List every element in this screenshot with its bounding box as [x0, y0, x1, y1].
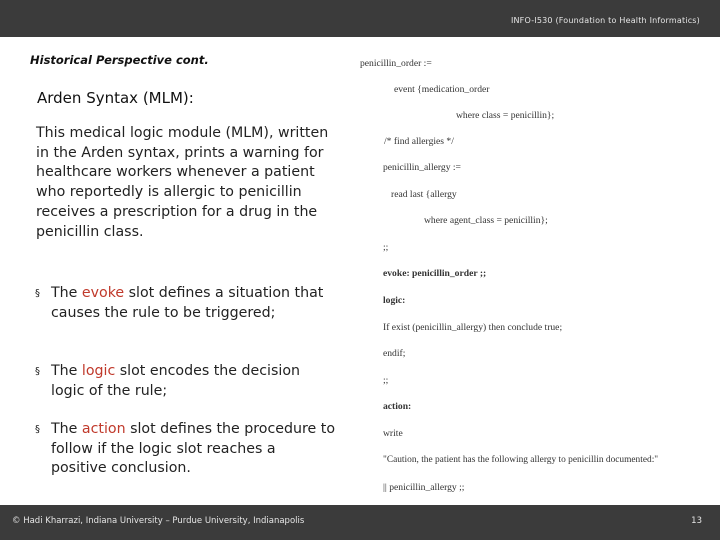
bullet-text: The [51, 421, 82, 437]
footer-credit: © Hadi Kharrazi, Indiana University – Purdue University, Indianapolis [12, 516, 305, 526]
code-line: event {medication_order [394, 84, 490, 95]
code-line: endif; [383, 348, 406, 359]
code-line: penicillin_allergy := [383, 162, 461, 173]
code-line: /* find allergies */ [384, 136, 454, 147]
header-bar [0, 0, 720, 37]
bullet-evoke [35, 284, 335, 323]
bullet-text: slot defines the procedure to follow if the logic slot reaches a positive conclusion. [51, 421, 335, 477]
code-line: where class = penicillin}; [456, 110, 555, 121]
code-line: ;; [383, 242, 389, 253]
code-line: || penicillin_allergy ;; [383, 482, 465, 493]
bullet-marker: § [35, 288, 40, 299]
keyword-logic: logic [81, 363, 116, 379]
footer-bar [0, 505, 720, 540]
code-line: evoke: penicillin_order ;; [383, 268, 487, 279]
bullet-marker: § [35, 366, 40, 377]
section-title: Historical Perspective cont. [30, 53, 209, 67]
course-title: INFO-I530 (Foundation to Health Informatics) [510, 16, 700, 25]
code-line: "Caution, the patient has the following allergy to penicillin documented:" [383, 455, 659, 465]
code-line: If exist (penicillin_allergy) then conclude true; [383, 322, 563, 333]
code-line: logic: [383, 295, 406, 306]
code-line: ;; [383, 375, 389, 386]
bullet-text: The [51, 285, 82, 301]
bullet-text: slot encodes the decision logic of the rule; [51, 363, 300, 399]
bullet-marker: § [35, 424, 40, 435]
code-line: action: [383, 401, 412, 412]
slide-heading: Arden Syntax (MLM): [37, 89, 194, 107]
code-line: read last {allergy [391, 189, 457, 200]
code-line: penicillin_order := [360, 58, 432, 69]
bullet-action [35, 420, 335, 479]
bullet-text: slot defines a situation that causes the rule to be triggered; [51, 285, 324, 321]
intro-paragraph: This medical logic module (MLM), written in the Arden syntax, prints a warning for healthcare workers whenever a patient who reportedly is allergic to penicillin receives a prescription for a drug in the penicillin class. [36, 125, 329, 240]
code-line: where agent_class = penicillin}; [424, 215, 548, 226]
bullet-logic [35, 362, 335, 401]
bullet-text: The [51, 363, 82, 379]
page-number: 13 [691, 516, 702, 526]
keyword-action: action [81, 421, 126, 437]
code-line: write [383, 428, 403, 439]
keyword-evoke: evoke [81, 285, 125, 301]
